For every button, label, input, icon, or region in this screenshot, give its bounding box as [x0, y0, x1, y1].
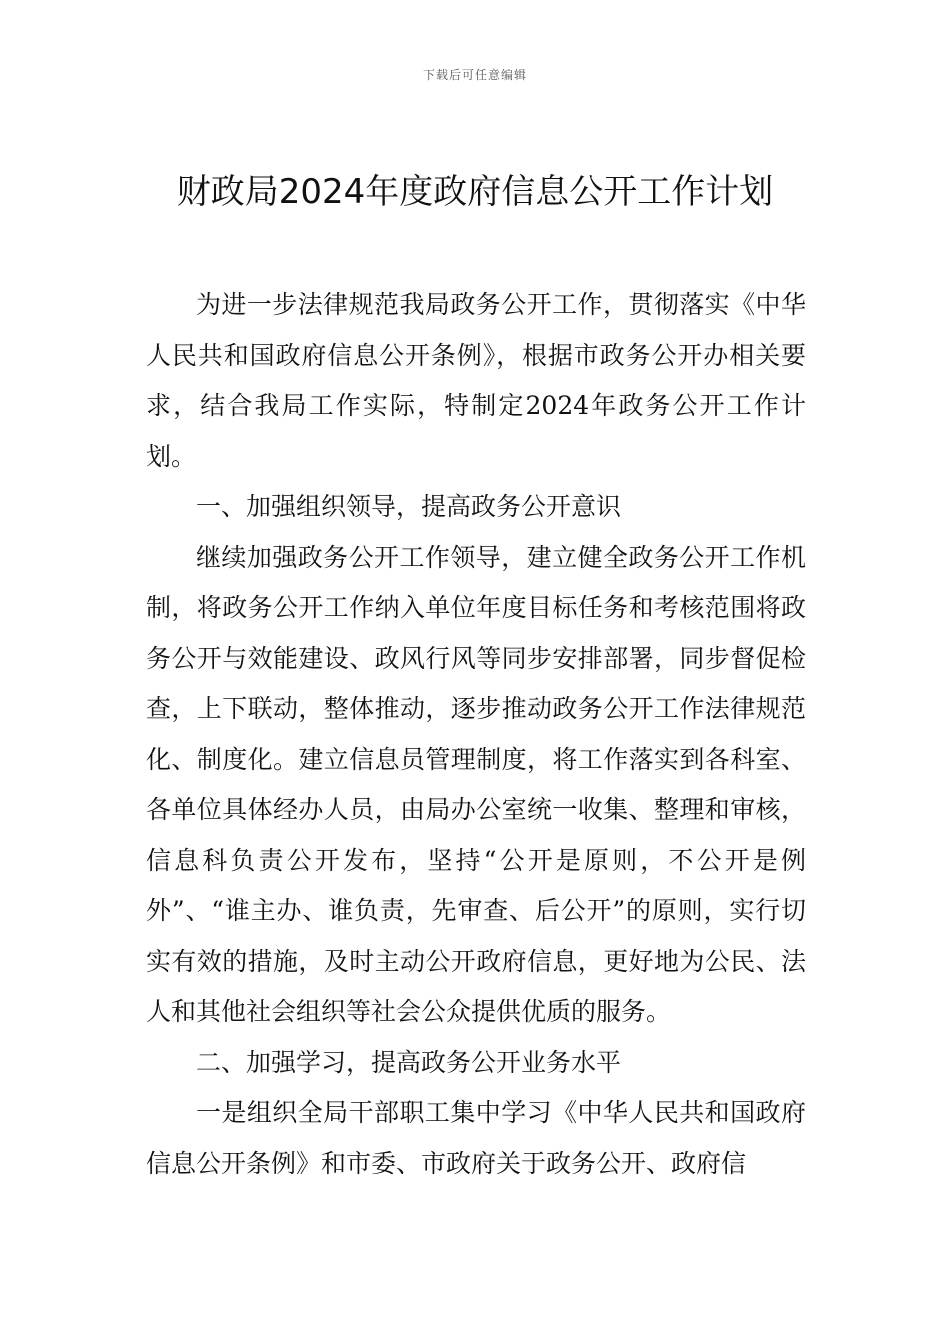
document-title: 财政局2024年度政府信息公开工作计划	[176, 172, 774, 212]
section-heading-2: 二、加强学习，提高政务公开业务水平	[196, 1047, 622, 1077]
document-body	[146, 280, 806, 1189]
section-heading-1: 一、加强组织领导，提高政务公开意识	[196, 492, 622, 521]
intro-paragraph: 为进一步法律规范我局政务公开工作，贯彻落实《中华人民共和国政府信息公开条例》，根据市政务公开办相关要求，结合我局工作实际，特制定2024年政务公开工作计划。	[146, 290, 806, 471]
section-2-paragraph: 一是组织全局干部职工集中学习《中华人民共和国政府信息公开条例》和市委、市政府关于政务公开、政府信	[146, 1098, 806, 1178]
section-1-paragraph: 继续加强政务公开工作领导，建立健全政务公开工作机制，将政务公开工作纳入单位年度目标任务和考核范围将政务公开与效能建设、政风行风等同步安排部署，同步督促检查，上下联动，整体推动，逐步推动政务公开工作法律规范化、制度化。建立信息员管理制度，将工作落实到各科室、各单位具体经办人员，由局办公室统一收集、整理和审核，信息科负责公开发布，坚持“公开是原则，不公开是例外”、“谁主办、谁负责，先审查、后公开”的原则，实行切实有效的措施，及时主动公开政府信息，更好地为公民、法人和其他社会组织等社会公众提供优质的服务。	[146, 542, 806, 1026]
header-note: 下载后可任意编辑	[422, 68, 527, 82]
